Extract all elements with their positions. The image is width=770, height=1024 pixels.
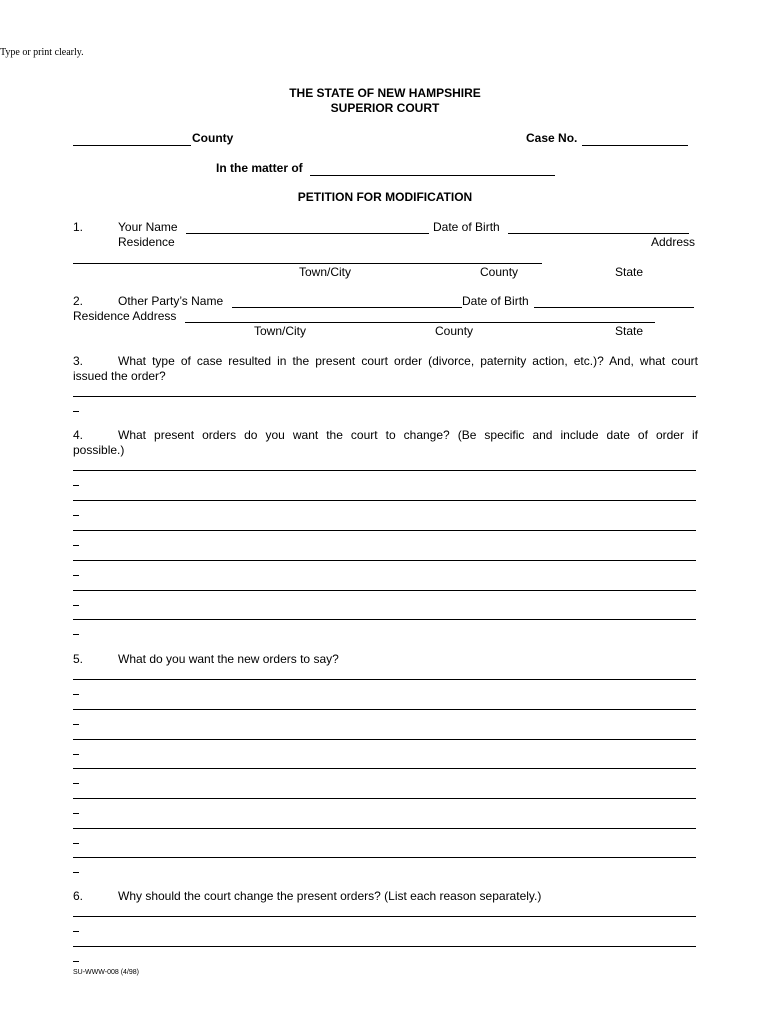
form-title: PETITION FOR MODIFICATION [297, 190, 473, 204]
section4-answer-line[interactable] [73, 619, 696, 620]
other-dob-label: Date of Birth [462, 294, 529, 308]
section4-answer-line[interactable] [73, 500, 696, 501]
state-label-2: State [615, 324, 644, 338]
section4-question-line1: What present orders do you want the court to change? (Be specific and include date of order if [118, 428, 698, 442]
line-dash [73, 813, 79, 814]
your-dob-field[interactable] [508, 233, 689, 234]
section1-number: 1. [73, 220, 84, 234]
your-name-field[interactable] [186, 233, 429, 234]
line-dash [73, 515, 79, 516]
line-dash [73, 783, 79, 784]
town-label-1: Town/City [299, 265, 352, 279]
residence-label: Residence [118, 235, 175, 249]
section4-number: 4. [73, 428, 84, 442]
state-heading: THE STATE OF NEW HAMPSHIRE [289, 86, 481, 100]
your-name-label: Your Name [118, 220, 178, 234]
line-dash [73, 961, 79, 962]
section3-answer-line[interactable] [73, 396, 696, 397]
county-label: County [192, 131, 234, 145]
other-name-label: Other Party’s Name [118, 294, 224, 308]
line-dash [73, 843, 79, 844]
section5-answer-line[interactable] [73, 679, 696, 680]
case-no-field[interactable] [582, 145, 688, 146]
section3-number: 3. [73, 354, 84, 368]
line-dash [73, 694, 79, 695]
line-dash [73, 872, 79, 873]
section4-answer-line[interactable] [73, 530, 696, 531]
section3-question-line1: What type of case resulted in the present court order (divorce, paternity action, etc.)? And, what court [118, 354, 698, 368]
line-dash [73, 724, 79, 725]
line-dash [73, 931, 79, 932]
state-label-1: State [615, 265, 644, 279]
case-no-label: Case No. [526, 131, 578, 145]
section4-answer-line[interactable] [73, 560, 696, 561]
section6-number: 6. [73, 889, 84, 903]
section5-answer-line[interactable] [73, 798, 696, 799]
form-code: SU-WWW-008 (4/98) [73, 969, 139, 976]
section5-number: 5. [73, 652, 84, 666]
instruction-text: Type or print clearly. [0, 47, 84, 58]
section4-answer-line[interactable] [73, 470, 696, 471]
your-dob-label: Date of Birth [433, 220, 500, 234]
address-label: Address [651, 235, 696, 249]
county-field[interactable] [73, 145, 191, 146]
section3-question-line2: issued the order? [73, 369, 166, 383]
section5-answer-line[interactable] [73, 857, 696, 858]
section4-answer-line[interactable] [73, 590, 696, 591]
section5-question: What do you want the new orders to say? [118, 652, 339, 666]
section5-answer-line[interactable] [73, 768, 696, 769]
matter-label: In the matter of [216, 161, 303, 175]
line-dash [73, 634, 79, 635]
your-residence-field[interactable] [73, 263, 542, 264]
line-dash [73, 575, 79, 576]
other-residence-label: Residence Address [73, 309, 177, 323]
other-dob-field[interactable] [534, 307, 694, 308]
line-dash [73, 605, 79, 606]
county-label-2: County [435, 324, 474, 338]
line-dash [73, 411, 79, 412]
town-label-2: Town/City [254, 324, 307, 338]
line-dash [73, 754, 79, 755]
section5-answer-line[interactable] [73, 709, 696, 710]
other-name-field[interactable] [232, 307, 462, 308]
section6-answer-line[interactable] [73, 916, 696, 917]
line-dash [73, 485, 79, 486]
county-label-1: County [480, 265, 519, 279]
section5-answer-line[interactable] [73, 828, 696, 829]
court-heading: SUPERIOR COURT [330, 101, 440, 115]
section2-number: 2. [73, 294, 84, 308]
section4-question-line2: possible.) [73, 443, 125, 457]
matter-field[interactable] [310, 175, 555, 176]
line-dash [73, 545, 79, 546]
section6-answer-line[interactable] [73, 946, 696, 947]
section6-question: Why should the court change the present orders? (List each reason separately.) [118, 889, 542, 903]
section5-answer-line[interactable] [73, 739, 696, 740]
other-residence-field[interactable] [185, 322, 655, 323]
